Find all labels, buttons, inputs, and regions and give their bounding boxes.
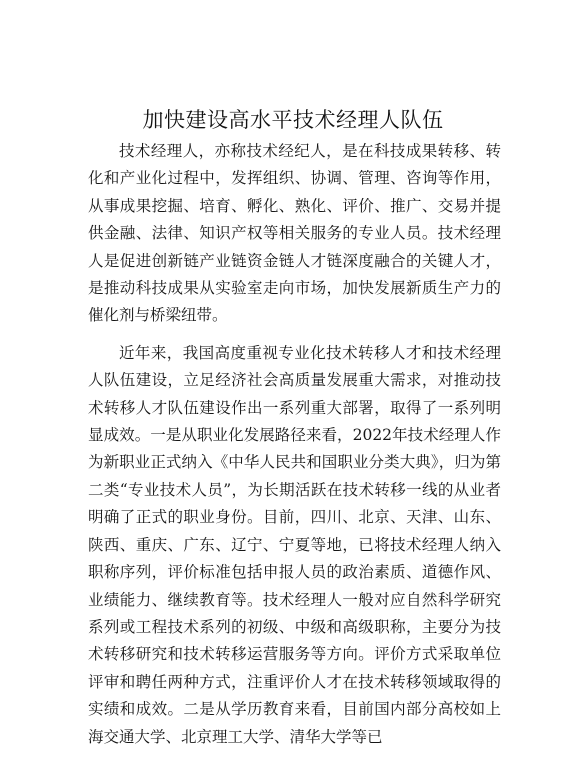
document-body: [88, 138, 501, 751]
document-title: 加快建设高水平技术经理人队伍: [142, 108, 444, 132]
paragraph-2: 近年来，我国高度重视专业化技术转移人才和技术经理人队伍建设，立足经济社会高质量发展重大需求，对推动技术转移人才队伍建设作出一系列重大部署，取得了一系列明显成效。一是从职业化发展路径来看，2022年技术经理人作为新职业正式纳入《中华人民共和国职业分类大典》，归为第二类“专业技术人员”，为长期活跃在技术转移一线的从业者明确了正式的职业身份。目前，四川、北京、天津、山东、陕西、重庆、广东、辽宁、宁夏等地，已将技术经理人纳入职称序列，评价标准包括申报人员的政治素质、道德作风、业绩能力、继续教育等。技术经理人一般对应自然科学研究系列或工程技术系列的初级、中级和高级职称，主要分为技术转移研究和技术转移运营服务等方向。评价方式采取单位评审和聘任两种方式，注重评价人才在技术转移领域取得的实绩和成效。二是从学历教育来看，目前国内部分高校如上海交通大学、北京理工大学、清华大学等已: [88, 343, 501, 746]
paragraph-1: 技术经理人，亦称技术经纪人，是在科技成果转移、转化和产业化过程中，发挥组织、协调、管理、咨询等作用，从事成果挖掘、培育、孵化、熟化、评价、推广、交易并提供金融、法律、知识产权等相关服务的专业人员。技术经理人是促进创新链产业链资金链人才链深度融合的关键人才，是推动科技成果从实验室走向市场，加快发展新质生产力的催化剂与桥梁纽带。: [88, 142, 501, 325]
